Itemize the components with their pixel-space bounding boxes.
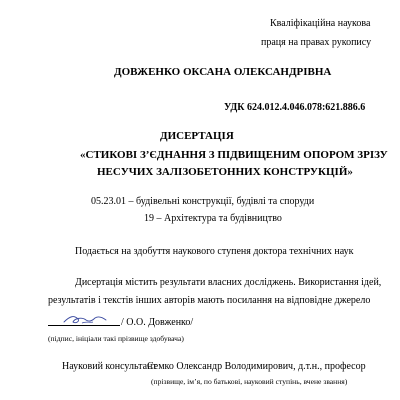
header-line-2: праця на правах рукопису	[261, 37, 372, 48]
signature-icon	[62, 309, 110, 329]
header-line-1: Кваліфікаційна наукова	[270, 18, 371, 29]
originality-line-2: результатів і текстів інших авторів мають посилання на відповідне джерело	[48, 295, 371, 306]
author-name: ДОВЖЕНКО ОКСАНА ОЛЕКСАНДРІВНА	[114, 66, 332, 78]
supervisor-name: Семко Олександр Володимирович, д.т.н., професор	[147, 361, 366, 372]
udc-code: УДК 624.012.4.046.078:621.886.6	[224, 102, 366, 113]
title-line-2: НЕСУЧИХ ЗАЛІЗОБЕТОННИХ КОНСТРУКЦІЙ»	[97, 166, 353, 178]
supervisor-caption: (прізвище, ім’я, по батькові, науковий ступінь, вчене звання)	[151, 377, 348, 386]
specialty-line-1: 05.23.01 – будівельні конструкції, будівлі та споруди	[91, 196, 315, 207]
specialty-line-2: 19 – Архітектура та будівництво	[144, 213, 282, 224]
signature-caption: (підпис, ініціали такі прізвище здобувача)	[48, 334, 184, 343]
originality-line-1: Дисертація містить результати власних досліджень. Використання ідей,	[75, 277, 382, 288]
degree-statement: Подається на здобуття наукового ступеня доктора технічних наук	[75, 246, 354, 257]
document-type: ДИСЕРТАЦІЯ	[160, 130, 234, 142]
candidate-name: / О.О. Довженко/	[121, 317, 194, 328]
title-line-1: «СТИКОВІ З’ЄДНАННЯ З ПІДВИЩЕНИМ ОПОРОМ ЗРІЗУ	[80, 149, 388, 161]
supervisor-label: Науковий консультант	[62, 361, 157, 372]
